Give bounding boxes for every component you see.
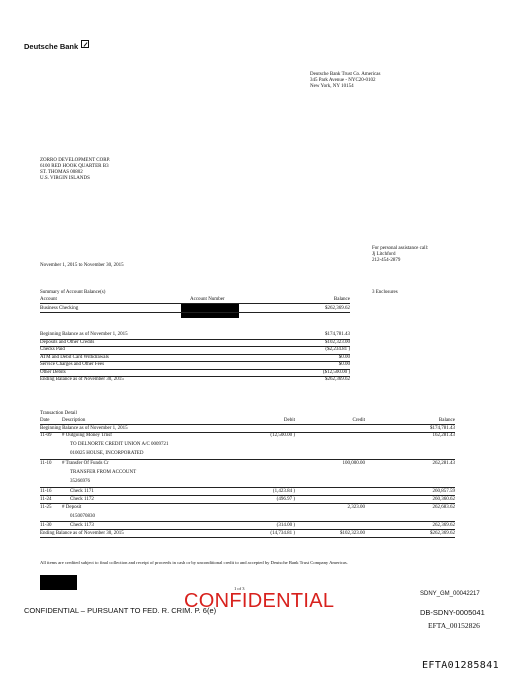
txn-debit: (314.00 ) (276, 523, 295, 528)
balance-amount: $0.00 (338, 362, 350, 367)
divider (40, 521, 455, 522)
summary-col-number: Account Number (190, 297, 225, 302)
divider (40, 361, 350, 362)
txn-date: 11-24 (40, 497, 52, 502)
summary-col-account: Account (40, 297, 57, 302)
bates-sdny-gm: SDNY_GM_00042217 (420, 591, 480, 597)
bank-address-line: 345 Park Avenue - NYC20-0102 (310, 78, 376, 83)
txn-credit: 100,000.00 (342, 461, 365, 466)
enclosures-count: 3 Enclosures (372, 290, 398, 295)
assistance-line: Jj Litchford (372, 252, 396, 257)
txn-debit: (496.97 ) (276, 497, 295, 502)
divider (40, 459, 455, 460)
txn-debit: (1,423.84 ) (272, 489, 295, 494)
txn-date: 11-25 (40, 505, 52, 510)
txn-desc: TRANSFER FROM ACCOUNT (70, 470, 137, 475)
txn-credit: 2,323.00 (347, 505, 365, 510)
redaction-block (40, 575, 77, 590)
assistance-line: For personal assistance call: (372, 246, 429, 251)
col-balance: Balance (438, 418, 455, 423)
divider (40, 346, 350, 347)
txn-desc: # Outgoing Money Trnsf (62, 433, 112, 438)
summary-account-name: Business Checking (40, 306, 79, 311)
txn-desc: # Transfer Of Funds Cr (62, 461, 109, 466)
statement-period: November 1, 2015 to November 30, 2015 (40, 263, 124, 268)
balance-amount: ($2,234.81 ) (325, 347, 350, 352)
txn-desc: 35266976 (70, 479, 90, 484)
bank-address-line: New York, NY 10154 (310, 84, 354, 89)
txn-desc: Check 1173 (70, 523, 94, 528)
assistance-contact (372, 246, 428, 264)
divider (40, 503, 455, 504)
end-balance-amount: $262,369.62 (430, 531, 455, 536)
divider (40, 487, 455, 488)
txn-balance: 162,281.43 (432, 433, 455, 438)
customer-address (40, 158, 110, 182)
end-debit-total: (14,734.81 ) (270, 531, 295, 536)
bates-db-sdny: DB-SDNY-0005041 (420, 608, 485, 617)
bates-efta-inner: EFTA_00152826 (428, 621, 480, 630)
divider (40, 354, 350, 355)
balance-amount: $174,781.43 (325, 332, 350, 337)
col-description: Description (62, 418, 86, 423)
txn-desc: # Deposit (62, 505, 82, 510)
bates-efta-bottom: EFTA01285841 (422, 660, 500, 671)
bank-logo-icon (81, 40, 89, 48)
redaction-block (181, 304, 239, 318)
end-credit-total: $102,323.00 (340, 531, 365, 536)
txn-balance: 262,281.43 (432, 461, 455, 466)
txn-balance: 262,369.62 (432, 523, 455, 528)
col-date: Date (40, 418, 50, 423)
txn-date: 11-10 (40, 461, 52, 466)
balance-amount: $102,323.00 (325, 339, 350, 345)
divider (40, 529, 455, 530)
confidential-notice: CONFIDENTIAL – PURSUANT TO FED. R. CRIM. P. 6(e) (24, 606, 217, 615)
end-balance-label: Ending Balance as of November 30, 2015 (40, 531, 124, 536)
confidential-stamp: CONFIDENTIAL (184, 590, 335, 612)
txn-date: 11-16 (40, 489, 52, 494)
balance-amount: ($12,500.00 ) (322, 369, 350, 375)
summary-col-balance: Balance (333, 297, 350, 302)
col-debit: Debit (283, 418, 295, 423)
page-number: 1 of 3 (234, 586, 245, 591)
divider (40, 424, 455, 425)
txn-balance: 260,857.59 (432, 489, 455, 494)
txn-balance: 260,360.62 (432, 497, 455, 502)
customer-address-line: 6100 RED HOOK QUARTER B3 (40, 164, 109, 169)
customer-address-line: ST. THOMAS 00802 (40, 170, 83, 175)
txn-desc: Check 1171 (70, 489, 94, 494)
divider (40, 339, 350, 340)
txn-desc: TO DELNORTE CREDIT UNION A/C 0009721 (70, 442, 169, 447)
txn-date: 11-30 (40, 523, 52, 528)
divider (40, 495, 455, 496)
txn-date: 11-09 (40, 433, 52, 438)
divider (40, 376, 350, 377)
balance-amount: $0.00 (338, 354, 350, 360)
begin-balance-amount: $174,781.43 (430, 426, 455, 431)
txn-desc: 010025 HOUSE, INCORPORATED (70, 451, 144, 456)
begin-balance-label: Beginning Balance as of November 1, 2015 (40, 426, 128, 431)
bank-address (310, 72, 380, 90)
summary-title: Summary of Account Balance(s) (40, 290, 106, 295)
balance-amount: $262,369.62 (325, 377, 350, 382)
customer-address-line: U.S. VIRGIN ISLANDS (40, 176, 90, 181)
bank-address-line: Deutsche Bank Trust Co. Americas (310, 72, 381, 77)
balance-summary: Beginning Balance as of November 1, 2015 Deposits and Other Credits Checks Paid ATM and Debit Card Withdrawals Service Charges and Other Fees Other Debits Ending Balance as of November 30, 2015 (40, 332, 128, 382)
bank-logo-text: Deutsche Bank (24, 42, 79, 51)
customer-address-line: ZORRO DEVELOPMENT CORP. (40, 158, 111, 163)
divider (40, 369, 350, 370)
assistance-line: 212-454-2879 (372, 258, 401, 263)
divider (40, 537, 455, 538)
txn-debit: (12,500.00 ) (270, 433, 295, 438)
txn-desc: 0150070830 (70, 514, 95, 519)
txn-desc: Check 1172 (70, 497, 94, 502)
divider (40, 312, 350, 313)
summary-balance: $262,369.62 (325, 306, 350, 311)
txn-balance: 262,683.62 (432, 505, 455, 510)
transactions-title: Transaction Detail (40, 411, 77, 416)
col-credit: Credit (352, 418, 365, 423)
footnote: All items are credited subject to final collection and receipt of proceeds in cash or by unconditional credit to and accepted by Deutsche Bank Trust Company Americas. (40, 560, 348, 565)
